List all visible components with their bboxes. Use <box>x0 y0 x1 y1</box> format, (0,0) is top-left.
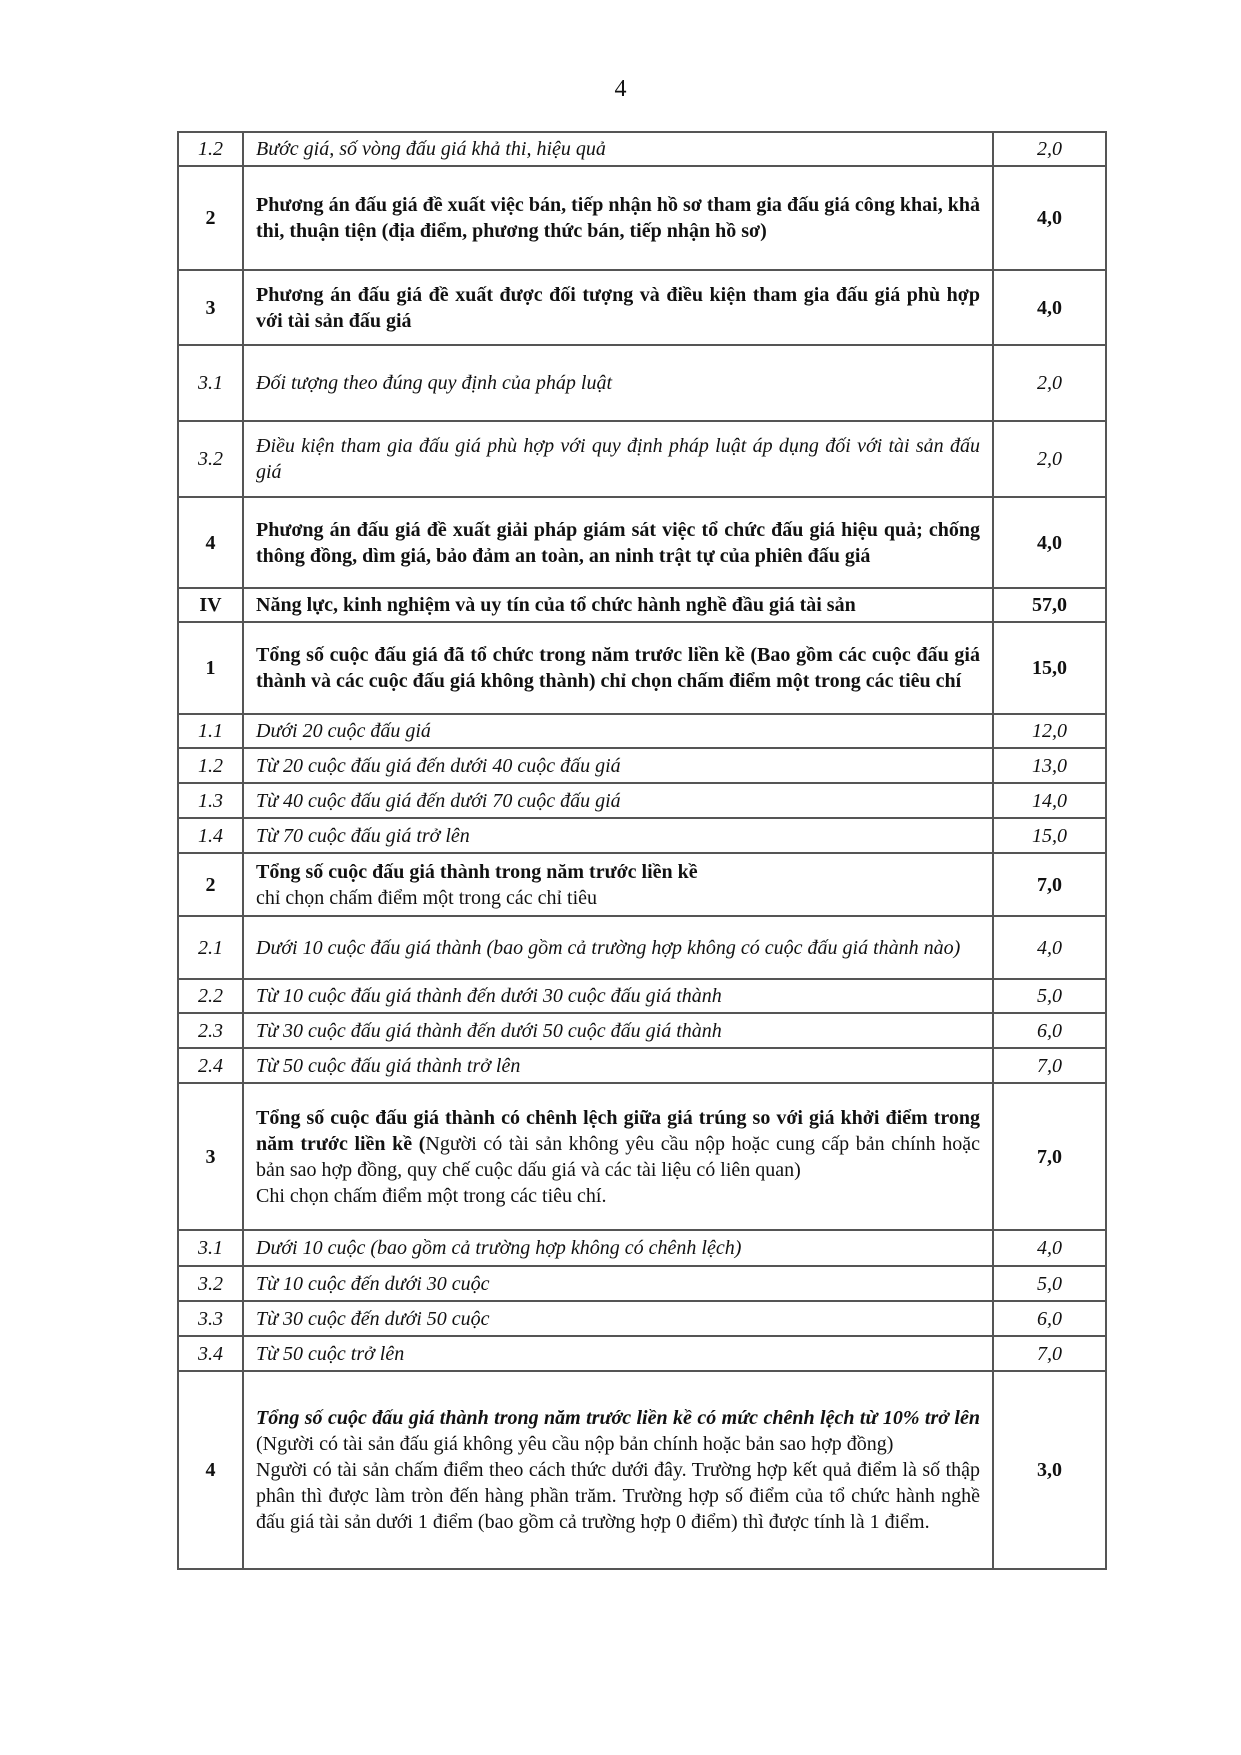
row-content-heading: Tổng số cuộc đấu giá thành trong năm trước liền kề <box>256 860 698 883</box>
table-row <box>178 1083 1106 1230</box>
row-content: Phương án đấu giá đề xuất việc bán, tiếp nhận hồ sơ tham gia đấu giá công khai, khả thi, thuận tiện (địa điểm, phương thức bán, tiếp nhận hồ sơ) <box>243 166 993 270</box>
row-content <box>243 1371 993 1569</box>
row-score: 2,0 <box>993 345 1106 421</box>
table-row <box>178 132 1106 166</box>
table-row <box>178 1013 1106 1048</box>
table-row <box>178 622 1106 714</box>
row-content-heading: Tổng số cuộc đấu giá thành trong năm trước liền kề có mức chênh lệch từ 10% trở lên <box>256 1407 980 1429</box>
row-content: Từ 10 cuộc đấu giá thành đến dưới 30 cuộc đấu giá thành <box>243 979 993 1013</box>
row-number: 1.2 <box>178 748 243 783</box>
table-row <box>178 979 1106 1013</box>
table-row <box>178 421 1106 497</box>
table-row <box>178 748 1106 783</box>
row-score: 7,0 <box>993 1083 1106 1230</box>
row-score: 4,0 <box>993 1230 1106 1266</box>
row-content: Tổng số cuộc đấu giá đã tổ chức trong năm trước liền kề (Bao gồm các cuộc đấu giá thành và các cuộc đấu giá không thành) chỉ chọn chấm điểm một trong các tiêu chí <box>243 622 993 714</box>
row-score: 7,0 <box>993 1048 1106 1083</box>
row-score: 7,0 <box>993 853 1106 916</box>
table-row <box>178 1336 1106 1371</box>
row-content: Phương án đấu giá đề xuất giải pháp giám sát việc tổ chức đấu giá hiệu quả; chống thông đồng, dìm giá, bảo đảm an toàn, an ninh trật tự của phiên đấu giá <box>243 497 993 588</box>
row-content: Từ 70 cuộc đấu giá trở lên <box>243 818 993 853</box>
row-content <box>243 853 993 916</box>
row-number: 1.3 <box>178 783 243 818</box>
row-content: Dưới 10 cuộc (bao gồm cả trường hợp không có chênh lệch) <box>243 1230 993 1266</box>
row-number: 3 <box>178 270 243 345</box>
row-number: IV <box>178 588 243 622</box>
page-number: 4 <box>614 76 627 102</box>
row-content-note: Người có tài sản không yêu cầu nộp hoặc cung cấp bản chính hoặc bản sao hợp đồng, quy chế cuộc dấu giá và các tài liệu có liên quan) <box>256 1132 981 1181</box>
row-number: 3.1 <box>178 1230 243 1266</box>
row-number: 3.1 <box>178 345 243 421</box>
row-score: 6,0 <box>993 1301 1106 1336</box>
row-content-heading: Tổng số cuộc đấu giá thành có chênh lệch giữa giá trúng so với giá khởi điểm trong năm trước liền kề ( <box>256 1106 980 1155</box>
row-score: 5,0 <box>993 1266 1106 1301</box>
table-row <box>178 783 1106 818</box>
table-row <box>178 1301 1106 1336</box>
row-score: 12,0 <box>993 714 1106 748</box>
row-content: Phương án đấu giá đề xuất được đối tượng và điều kiện tham gia đấu giá phù hợp với tài sản đấu giá <box>243 270 993 345</box>
table-row <box>178 818 1106 853</box>
row-score: 3,0 <box>993 1371 1106 1569</box>
row-score: 2,0 <box>993 132 1106 166</box>
row-content: Bước giá, số vòng đấu giá khả thi, hiệu quả <box>243 132 993 166</box>
row-content-instruction: Người có tài sản chấm điểm theo cách thức dưới đây. Trường hợp kết quả điểm là số thập phân thì được làm tròn đến hàng phần trăm. Trường hợp số điểm của tổ chức hành nghề đấu giá tài sản dưới 1 điểm (bao gồm cả trường hợp 0 điểm) thì được tính là 1 điểm. <box>256 1459 980 1533</box>
row-number: 2.2 <box>178 979 243 1013</box>
row-content: Điều kiện tham gia đấu giá phù hợp với quy định pháp luật áp dụng đối với tài sản đấu giá <box>243 421 993 497</box>
table-row <box>178 497 1106 588</box>
row-number: 3.4 <box>178 1336 243 1371</box>
row-number: 4 <box>178 1371 243 1569</box>
row-content: Từ 10 cuộc đến dưới 30 cuộc <box>243 1266 993 1301</box>
row-number: 2.1 <box>178 916 243 979</box>
row-content: Đối tượng theo đúng quy định của pháp luật <box>243 345 993 421</box>
row-number: 3.2 <box>178 421 243 497</box>
row-content: Từ 50 cuộc trở lên <box>243 1336 993 1371</box>
row-score: 4,0 <box>993 270 1106 345</box>
table-row <box>178 714 1106 748</box>
table-row <box>178 345 1106 421</box>
row-content: Năng lực, kinh nghiệm và uy tín của tổ chức hành nghề đầu giá tài sản <box>243 588 993 622</box>
table-row <box>178 1230 1106 1266</box>
table-row <box>178 1048 1106 1083</box>
row-score: 6,0 <box>993 1013 1106 1048</box>
row-number: 2 <box>178 853 243 916</box>
row-score: 2,0 <box>993 421 1106 497</box>
row-content: Dưới 10 cuộc đấu giá thành (bao gồm cả trường hợp không có cuộc đấu giá thành nào) <box>243 916 993 979</box>
scoring-criteria-table <box>177 131 1107 1570</box>
table-row <box>178 1371 1106 1569</box>
row-content-instruction: Chi chọn chấm điểm một trong các tiêu chí. <box>256 1184 607 1207</box>
row-number: 3.3 <box>178 1301 243 1336</box>
row-content-note: (Người có tài sản đấu giá không yêu cầu nộp bản chính hoặc bản sao hợp đồng) <box>256 1433 894 1455</box>
table-row <box>178 853 1106 916</box>
row-content: Từ 40 cuộc đấu giá đến dưới 70 cuộc đấu giá <box>243 783 993 818</box>
row-number: 2 <box>178 166 243 270</box>
row-score: 13,0 <box>993 748 1106 783</box>
table-row <box>178 270 1106 345</box>
row-score: 15,0 <box>993 818 1106 853</box>
row-number: 1.2 <box>178 132 243 166</box>
row-content: Dưới 20 cuộc đấu giá <box>243 714 993 748</box>
row-content: Từ 50 cuộc đấu giá thành trở lên <box>243 1048 993 1083</box>
row-number: 1.4 <box>178 818 243 853</box>
row-score: 15,0 <box>993 622 1106 714</box>
row-content <box>243 1083 993 1230</box>
row-number: 3 <box>178 1083 243 1230</box>
row-score: 4,0 <box>993 166 1106 270</box>
row-score: 4,0 <box>993 497 1106 588</box>
table-row <box>178 588 1106 622</box>
row-content: Từ 30 cuộc đấu giá thành đến dưới 50 cuộc đấu giá thành <box>243 1013 993 1048</box>
table-row <box>178 166 1106 270</box>
row-number: 1.1 <box>178 714 243 748</box>
row-score: 5,0 <box>993 979 1106 1013</box>
row-number: 3.2 <box>178 1266 243 1301</box>
row-score: 57,0 <box>993 588 1106 622</box>
row-number: 4 <box>178 497 243 588</box>
table-row <box>178 1266 1106 1301</box>
row-content-note: chỉ chọn chấm điểm một trong các chỉ tiêu <box>256 886 597 909</box>
row-score: 4,0 <box>993 916 1106 979</box>
row-number: 1 <box>178 622 243 714</box>
row-content: Từ 30 cuộc đến dưới 50 cuộc <box>243 1301 993 1336</box>
row-score: 14,0 <box>993 783 1106 818</box>
table-row <box>178 916 1106 979</box>
row-number: 2.4 <box>178 1048 243 1083</box>
row-score: 7,0 <box>993 1336 1106 1371</box>
row-content: Từ 20 cuộc đấu giá đến dưới 40 cuộc đấu giá <box>243 748 993 783</box>
row-number: 2.3 <box>178 1013 243 1048</box>
